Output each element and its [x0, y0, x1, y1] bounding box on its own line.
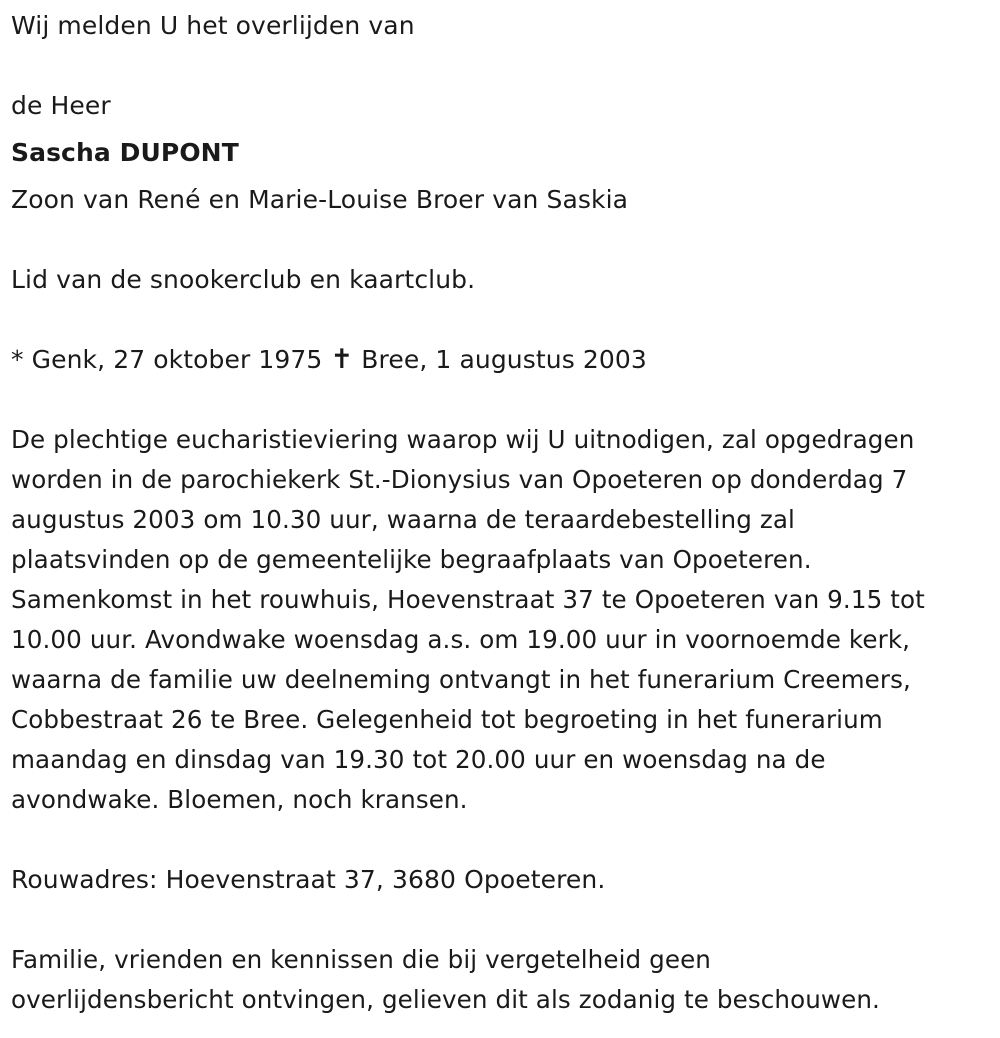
membership-text: Lid van de snookerclub en kaartclub. [11, 265, 476, 294]
ceremony-line: Samenkomst in het rouwhuis, Hoevenstraat 37 te Opoeteren van 9.15 tot [11, 585, 925, 614]
cross-icon: ✝ [330, 344, 354, 375]
ceremony-line: maandag en dinsdag van 19.30 tot 20.00 uur en woensdag na de [11, 745, 826, 774]
ceremony-paragraph [11, 420, 988, 820]
ceremony-line: avondwake. Bloemen, noch kransen. [11, 785, 468, 814]
death-text: Bree, 1 augustus 2003 [361, 345, 647, 374]
closing-paragraph [11, 940, 988, 1020]
mourning-address: Rouwadres: Hoevenstraat 37, 3680 Opoeteren. [11, 865, 606, 894]
ceremony-line: plaatsvinden op de gemeentelijke begraafplaats van Opoeteren. [11, 545, 812, 574]
birth-text: * Genk, 27 oktober 1975 [11, 345, 323, 374]
closing-line: Familie, vrienden en kennissen die bij vergetelheid geen [11, 945, 711, 974]
title-text: de Heer [11, 91, 111, 120]
ceremony-line: Cobbestraat 26 te Bree. Gelegenheid tot begroeting in het funerarium [11, 705, 883, 734]
ceremony-line: worden in de parochiekerk St.-Dionysius van Opoeteren op donderdag 7 [11, 465, 908, 494]
ceremony-line: De plechtige eucharistieviering waarop wij U uitnodigen, zal opgedragen [11, 425, 915, 454]
deceased-name: Sascha DUPONT [11, 138, 239, 167]
ceremony-line: waarna de familie uw deelneming ontvangt in het funerarium Creemers, [11, 665, 911, 694]
dates-line [11, 340, 988, 380]
ceremony-line: augustus 2003 om 10.30 uur, waarna de teraardebestelling zal [11, 505, 795, 534]
intro-text: Wij melden U het overlijden van [11, 11, 415, 40]
ceremony-line: 10.00 uur. Avondwake woensdag a.s. om 19.00 uur in voornoemde kerk, [11, 625, 911, 654]
closing-line: overlijdensbericht ontvingen, gelieven dit als zodanig te beschouwen. [11, 985, 880, 1014]
family-relations: Zoon van René en Marie-Louise Broer van Saskia [11, 185, 629, 214]
